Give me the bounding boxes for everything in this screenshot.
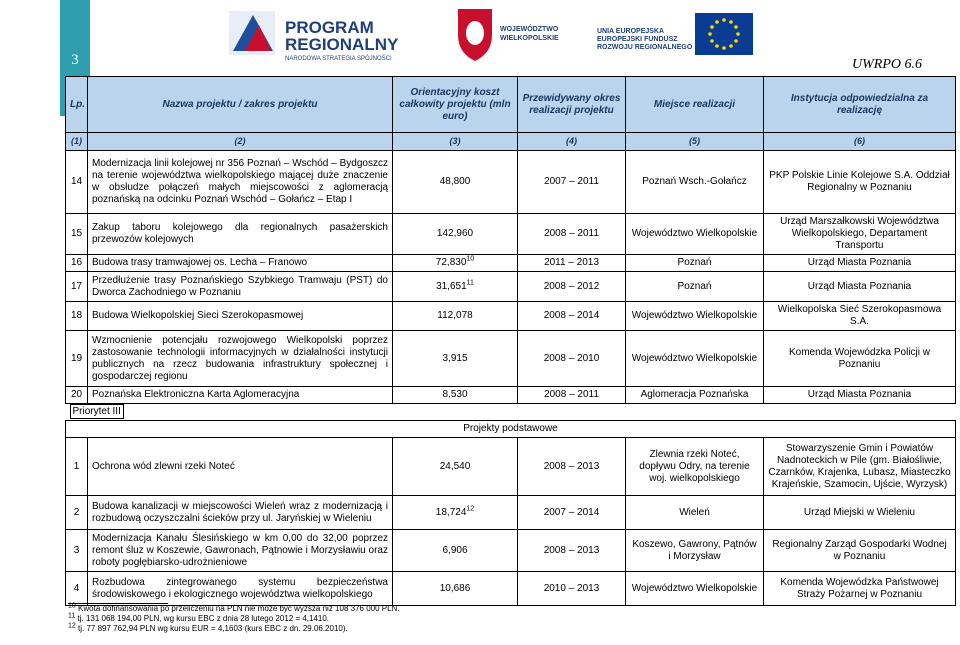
project-name-cell: Poznańska Elektroniczna Karta Aglomeracyjna (88, 387, 393, 404)
column-number-row (66, 133, 956, 151)
institution-cell: Komenda Wojewódzka Państwowej Straży Pożarnej w Poznaniu (764, 572, 956, 606)
table-row (66, 255, 956, 272)
footnote-ref: 11 (466, 279, 474, 287)
project-name-cell: Przedłużenie trasy Poznańskiego Szybkiego Tramwaju (PST) do Dworca Zachodniego w Poznaniu (88, 272, 393, 302)
cost-cell (393, 255, 518, 272)
project-name-cell: Budowa kanalizacji w miejscowości Wieleń wraz z modernizacją i rozbudową oczyszczalni ścieków przy ul. Jaryńskiej w Wieleniu (88, 496, 393, 530)
project-name-cell: Rozbudowa zintegrowanego systemu bezpieczeństwa środowiskowego i ekologicznego województwa wielkopolskiego (88, 572, 393, 606)
document-code: UWRPO 6.6 (852, 57, 922, 72)
table-row (66, 214, 956, 255)
footnote-text: Kwota dofinansowania po przeliczeniu na PLN nie może być wyższa niż 108 376 000 PLN. (78, 604, 400, 613)
cost-cell: 112,078 (393, 302, 518, 331)
period-cell: 2008 – 2011 (518, 214, 626, 255)
header-institution: Instytucja odpowiedzialna za realizację (764, 77, 956, 133)
col-num-1: (1) (66, 133, 88, 151)
footnote-number: 10 (68, 602, 76, 610)
project-name-cell: Budowa Wielkopolskiej Sieci Szerokopasmowej (88, 302, 393, 331)
place-cell: Województwo Wielkopolskie (626, 214, 764, 255)
table-row (66, 387, 956, 404)
header-place: Miejsce realizacji (626, 77, 764, 133)
table-row (66, 438, 956, 496)
col-num-6: (6) (764, 133, 956, 151)
lp-cell: 16 (66, 255, 88, 272)
footnote-ref: 10 (466, 255, 475, 263)
lp-cell: 18 (66, 302, 88, 331)
institution-cell: Stowarzyszenie Gmin i Powiatów Nadnoteckich w Pile (gm. Białośliwie, Czarnków, Krajenka, Lubasz, Miasteczko Krajeńskie, Szamocin, Ujście, Wyrzysk) (764, 438, 956, 496)
place-cell: Wieleń (626, 496, 764, 530)
col-num-3: (3) (393, 133, 518, 151)
logos (225, 3, 760, 63)
priority-row (66, 404, 956, 421)
wielkopolska-coat-of-arms (458, 9, 559, 61)
program-logo-line2: REGIONALNY (285, 35, 399, 54)
project-name-cell: Budowa trasy tramwajowej os. Lecha – Franowo (88, 255, 393, 272)
cost-cell: 10,686 (393, 572, 518, 606)
institution-cell: Urząd Marszałkowski Województwa Wielkopolskiego, Departament Transportu (764, 214, 956, 255)
project-name-cell: Modernizacja linii kolejowej nr 356 Poznań – Wschód – Bydgoszcz na terenie województwa wielkopolskiego mającej duże znaczenie w obsłudze połączeń małych miejscowości z aglomeracją poznańską na odcinku Poznań Wschód – Gołańcz – Etap I (88, 151, 393, 214)
place-cell: Zlewnia rzeki Noteć, dopływu Odry, na terenie woj. wielkopolskiego (626, 438, 764, 496)
project-name-cell: Ochrona wód zlewni rzeki Noteć (88, 438, 393, 496)
col-num-5: (5) (626, 133, 764, 151)
cost-cell: 3,915 (393, 331, 518, 387)
period-cell: 2008 – 2014 (518, 302, 626, 331)
period-cell: 2008 – 2013 (518, 438, 626, 496)
footnote-ref: 12 (466, 505, 475, 513)
institution-cell: PKP Polskie Linie Kolejowe S.A. Oddział Regionalny w Poznaniu (764, 151, 956, 214)
footnote (68, 604, 400, 614)
table-row (66, 272, 956, 302)
voivodeship-line1: WOJEWÓDZTWO (500, 26, 559, 33)
eu-logo (597, 13, 753, 55)
place-cell: Koszewo, Gawrony, Pątnów i Morzysław (626, 530, 764, 572)
lp-cell: 4 (66, 572, 88, 606)
institution-cell: Urząd Miasta Poznania (764, 255, 956, 272)
table-row (66, 496, 956, 530)
institution-cell: Regionalny Zarząd Gospodarki Wodnej w Poznaniu (764, 530, 956, 572)
project-name-cell: Zakup taboru kolejowego dla regionalnych pasażerskich przewozów kolejowych (88, 214, 393, 255)
place-cell: Poznań (626, 272, 764, 302)
footnote-text: tj. 77 897 762,94 PLN wg kursu EUR = 4,1603 (kurs EBC z dn. 29.06.2010). (78, 624, 348, 633)
cost-value: 31,651 (436, 280, 467, 292)
priority-spacer (393, 404, 956, 421)
eu-line1: UNIA EUROPEJSKA (597, 28, 665, 35)
col-num-2: (2) (88, 133, 393, 151)
period-cell: 2011 – 2013 (518, 255, 626, 272)
period-cell: 2008 – 2012 (518, 272, 626, 302)
footnote (68, 614, 400, 624)
header-period: Przewidywany okres realizacji projektu (518, 77, 626, 133)
logo-strip (225, 3, 760, 63)
cost-cell: 142,960 (393, 214, 518, 255)
lp-cell: 3 (66, 530, 88, 572)
lp-cell: 1 (66, 438, 88, 496)
cost-cell: 6,906 (393, 530, 518, 572)
place-cell: Województwo Wielkopolskie (626, 331, 764, 387)
table-row (66, 530, 956, 572)
program-logo-subtitle: NARODOWA STRATEGIA SPÓJNOŚCI (285, 56, 392, 62)
place-cell: Aglomeracja Poznańska (626, 387, 764, 404)
eu-line3: ROZWOJU REGIONALNEGO (597, 44, 693, 51)
cost-cell (393, 496, 518, 530)
institution-cell: Wielkopolska Sieć Szerokopasmowa S.A. (764, 302, 956, 331)
lp-cell: 14 (66, 151, 88, 214)
institution-cell: Urząd Miasta Poznania (764, 272, 956, 302)
lp-cell: 17 (66, 272, 88, 302)
header-row (66, 77, 956, 133)
place-cell: Poznań (626, 255, 764, 272)
cost-value: 72,830 (435, 257, 467, 268)
section-title: Projekty podstawowe (66, 421, 956, 438)
projects-table (65, 76, 956, 606)
program-logo-line1: PROGRAM (285, 18, 374, 37)
period-cell: 2008 – 2010 (518, 331, 626, 387)
period-cell: 2007 – 2014 (518, 496, 626, 530)
project-name-cell: Wzmocnienie potencjału rozwojowego Wielkopolski poprzez zastosowanie technologii informacyjnych w działalności instytucji publicznych na rzecz budowania infrastruktury społecznej i gospodarczej regionu (88, 331, 393, 387)
eu-line2: EUROPEJSKI FUNDUSZ (597, 36, 678, 43)
period-cell: 2010 – 2013 (518, 572, 626, 606)
lp-cell: 2 (66, 496, 88, 530)
period-cell: 2007 – 2011 (518, 151, 626, 214)
lp-cell: 20 (66, 387, 88, 404)
footnote-number: 11 (68, 612, 76, 620)
table-row (66, 302, 956, 331)
institution-cell: Urząd Miejski w Wieleniu (764, 496, 956, 530)
table-row (66, 331, 956, 387)
program-regionalny-logo (229, 11, 399, 62)
cost-cell: 24,540 (393, 438, 518, 496)
page-number: 3 (71, 52, 79, 68)
header-name: Nazwa projektu / zakres projektu (88, 77, 393, 133)
priority-box: Priorytet III (70, 404, 124, 419)
period-cell: 2008 – 2013 (518, 530, 626, 572)
voivodeship-line2: WIELKOPOLSKIE (500, 35, 559, 42)
header-lp: Lp. (66, 77, 88, 133)
priority-label (66, 404, 393, 421)
cost-value: 18,724 (435, 506, 467, 518)
place-cell: Województwo Wielkopolskie (626, 572, 764, 606)
place-cell: Poznań Wsch.-Gołańcz (626, 151, 764, 214)
footnote (68, 624, 400, 634)
col-num-4: (4) (518, 133, 626, 151)
footnotes (68, 604, 400, 634)
table-row (66, 151, 956, 214)
footnote-text: tj. 131 068 194,00 PLN, wg kursu EBC z dnia 28 lutego 2012 = 4,1410. (77, 614, 330, 623)
cost-cell (393, 272, 518, 302)
section-row (66, 421, 956, 438)
cost-cell: 8,530 (393, 387, 518, 404)
lp-cell: 15 (66, 214, 88, 255)
institution-cell: Urząd Miasta Poznania (764, 387, 956, 404)
institution-cell: Komenda Wojewódzka Policji w Poznaniu (764, 331, 956, 387)
footnote-number: 12 (68, 622, 76, 630)
period-cell: 2008 – 2011 (518, 387, 626, 404)
cost-cell: 48,800 (393, 151, 518, 214)
place-cell: Województwo Wielkopolskie (626, 302, 764, 331)
lp-cell: 19 (66, 331, 88, 387)
header-cost: Orientacyjny koszt całkowity projektu (mln euro) (393, 77, 518, 133)
project-name-cell: Modernizacja Kanału Ślesińskiego w km 0,00 do 32,00 poprzez remont śluz w Koszewie, Gawronach, Pątnowie i Morzysławiu oraz roboty pogłębiarsko-udrożnieniowe (88, 530, 393, 572)
table-row (66, 572, 956, 606)
